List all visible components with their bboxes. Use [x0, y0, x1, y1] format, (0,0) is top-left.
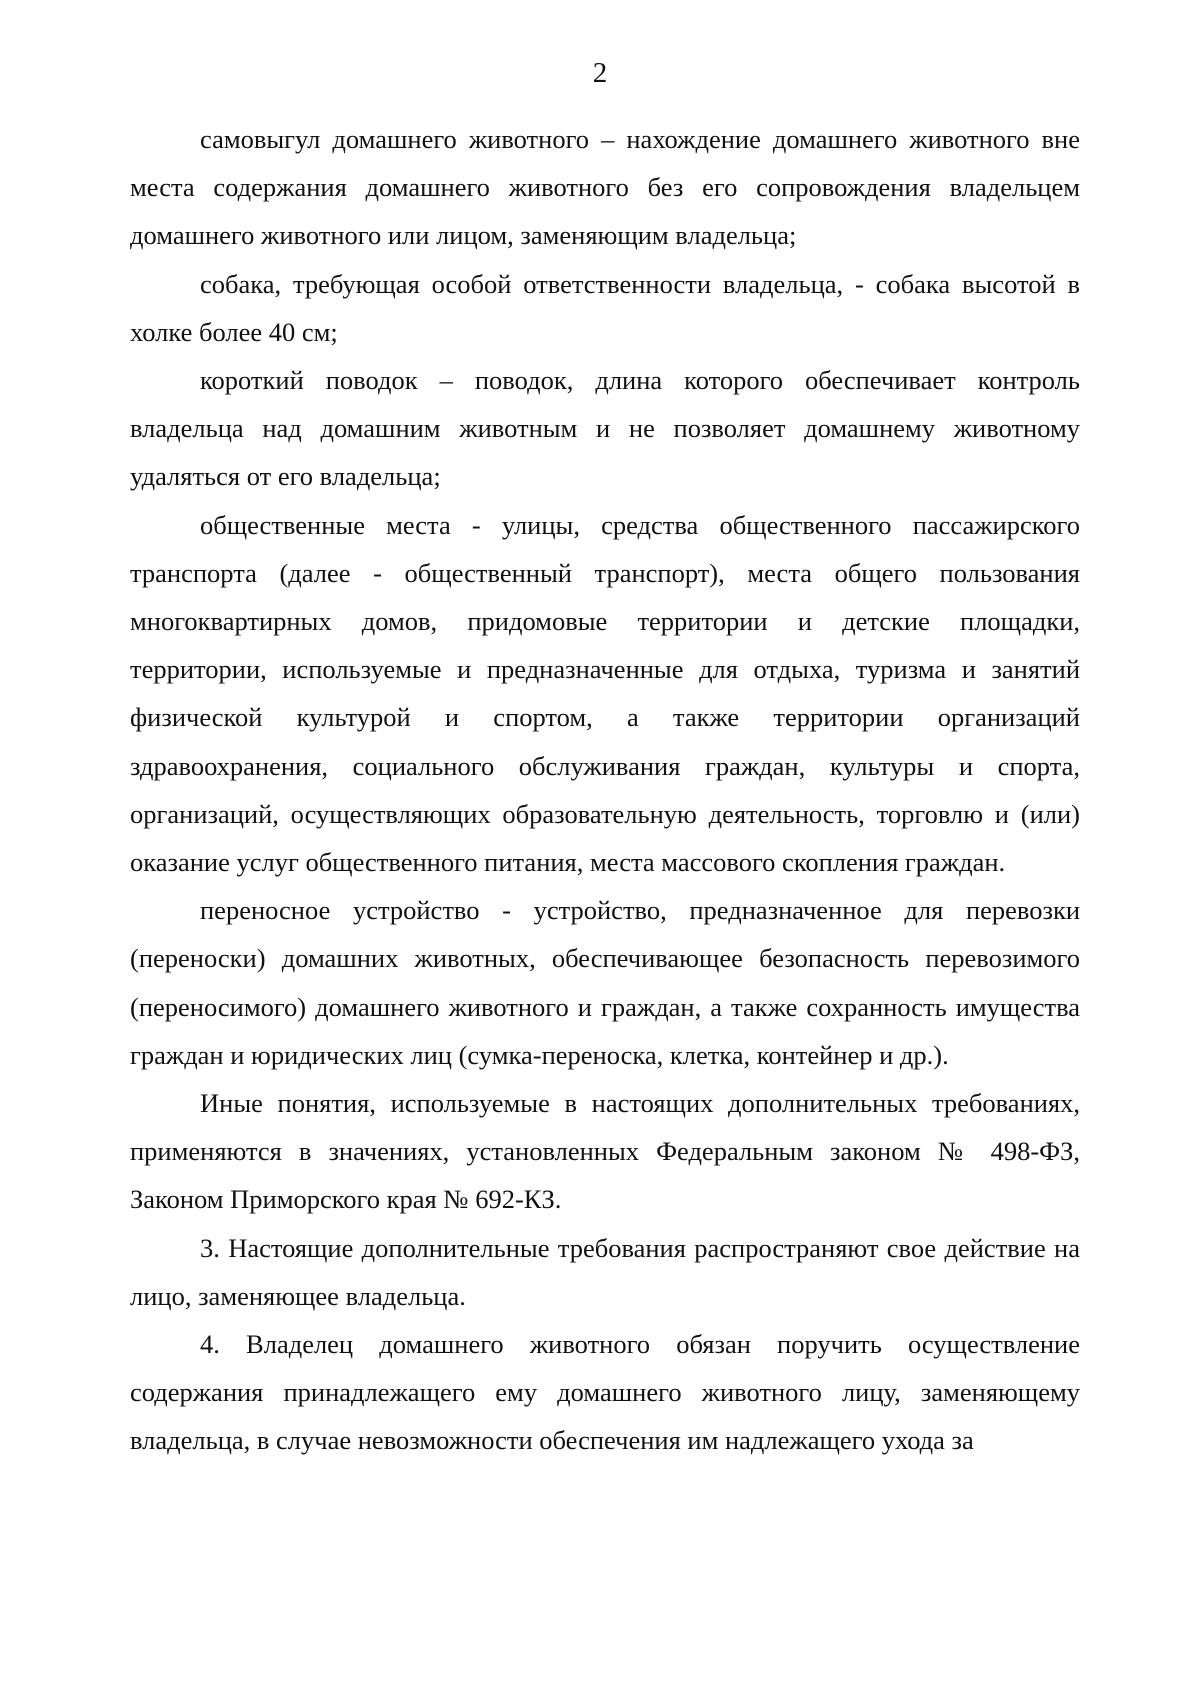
paragraph-other-terms: Иные понятия, используемые в настоящих дополнительных требованиях, применяются в значениях, установленных Федеральным законом № 498-ФЗ, Законом Приморского края № 692-КЗ. [130, 1088, 1080, 1215]
clause-4-paragraph: 4. Владелец домашнего животного обязан поручить осуществление содержания принадлежащего ему домашнего животного лицу, заменяющему владельца, в случае невозможности обеспечения им надлежащего ухода за [130, 1329, 1080, 1456]
page-number: 2 [592, 57, 608, 89]
clause-3-paragraph: 3. Настоящие дополнительные требования распространяют свое действие на лицо, заменяющее владельца. [130, 1232, 1080, 1311]
definition-paragraph-free-roaming: самовыгул домашнего животного – нахождение домашнего животного вне места содержания домашнего животного без его сопровождения владельцем домашнего животного или лицом, заменяющим владельца; [130, 124, 1080, 251]
document-body [130, 115, 1080, 1465]
definition-paragraph-carrier: переносное устройство - устройство, предназначенное для перевозки (переноски) домашних животных, обеспечивающее безопасность перевозимого (переносимого) домашнего животного и граждан, а также сохранность имущества граждан и юридических лиц (сумка-переноска, клетка, контейнер и др.). [130, 895, 1080, 1070]
definition-paragraph-responsible-dog: собака, требующая особой ответственности владельца, - собака высотой в холке более 40 см; [130, 268, 1080, 347]
definition-paragraph-public-places: общественные места - улицы, средства общественного пассажирского транспорта (далее - общественный транспорт), места общего пользования многоквартирных домов, придомовые территории и детские площадки, территории, используемые и предназначенные для отдыха, туризма и занятий физической культурой и спортом, а также территории организаций здравоохранения, социального обслуживания граждан, культуры и спорта, организаций, осуществляющих образовательную деятельность, торговлю и (или) оказание услуг общественного питания, места массового скопления граждан. [130, 509, 1080, 878]
definition-paragraph-short-leash: короткий поводок – поводок, длина которого обеспечивает контроль владельца над домашним животным и не позволяет домашнему животному удаляться от его владельца; [130, 365, 1080, 492]
